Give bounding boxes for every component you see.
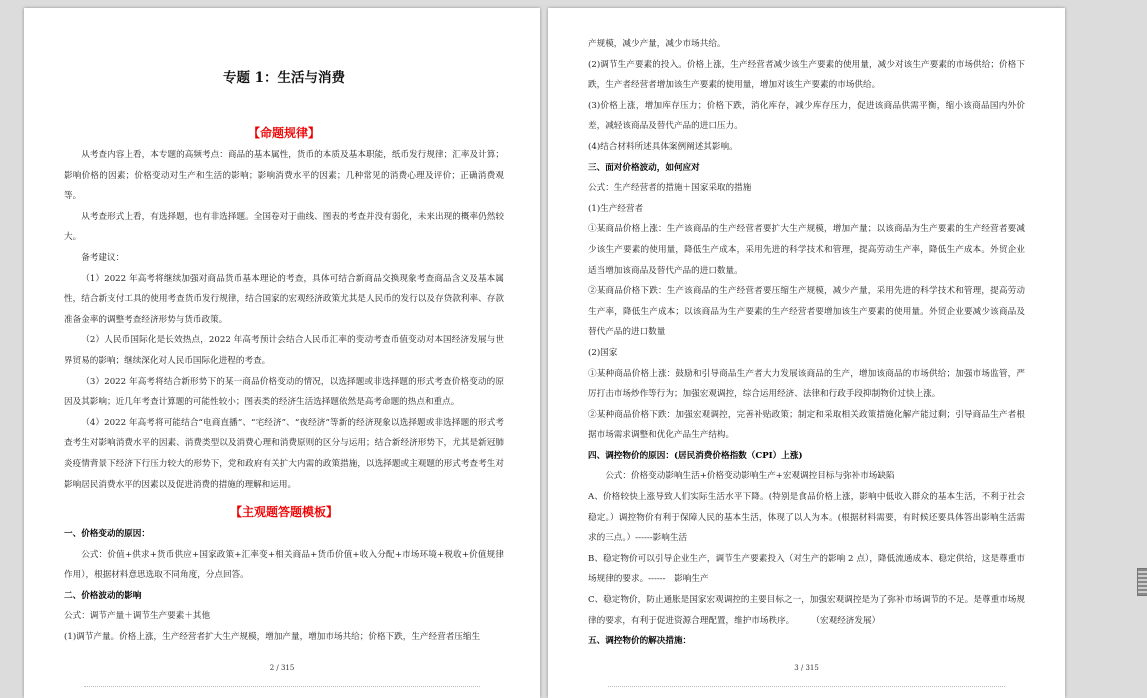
paragraph: 产规模，减少产量，减少市场共给。 [588, 39, 726, 49]
paragraph: ①某商品价格上涨：生产该商品的生产经营者要扩大生产规模，增加产量；以该商品为生产要素的生产经营者要减少该生产要素的使用量，降低生产成本，采用先进的科学技术和管理，提高劳动生产率，降低生产成本。外贸企业适当增加该商品及替代产品的进口数量。 [588, 224, 1025, 276]
paragraph: (3)价格上涨，增加库存压力；价格下跌，消化库存，减少库存压力，促进该商品供需平衡，缩小该商品国内外价差，减轻该商品及替代产品的进口压力。 [588, 100, 1025, 132]
paragraph: ①某种商品价格上涨：鼓励和引导商品生产者大力发展该商品的生产，增加该商品的市场供给；加强市场监管，严厉打击市场炒作等行为；加强宏观调控，综合运用经济、法律和行政手段抑制物价过快上涨。 [588, 368, 1025, 400]
paragraph: (2)调节生产要素的投入。价格上涨，生产经营者减少该生产要素的使用量，减少对该生产要素的市场供给；价格下跌，生产者经营者增加该生产要素的使用量，增加对该生产要素的市场供给。 [588, 59, 1025, 91]
subheading: 五、调控物价的解决措施： [588, 636, 692, 647]
section-heading-template: 【主观题答题模板】 [229, 505, 338, 520]
subheading: 二、价格波动的影响 [64, 590, 142, 601]
paragraph: (2)国家 [588, 347, 618, 358]
paragraph: 从考查形式上看，有选择题，也有非选择题。全国卷对于曲线、图表的考查并没有弱化，未来出现的概率仍然较大。 [64, 211, 504, 243]
subheading: 四、调控物价的原因：(居民消费价格指数（CPI）上涨) [588, 450, 803, 461]
scrollbar-grip[interactable] [1137, 568, 1147, 596]
paragraph: B、稳定物价可以引导企业生产，调节生产要素投入（对生产的影响 2 点），降低流通成本、稳定供给，这是尊重市场规律的要求。------ 影响生产 [588, 553, 1025, 585]
paragraph: （2）人民币国际化是长效热点，2022 年高考预计会结合人民币汇率的变动考查币值变动对本国经济发展与世界贸易的影响；继续深化对人民币国际化进程的考查。 [64, 335, 504, 366]
paragraph: （1）2022 年高考将继续加强对商品货币基本理论的考查，具体可结合新商品交换现象考查商品含义及基本属性，结合新支付工具的使用考查货币发行规律，结合国家的宏观经济政策尤其是人民币的发行以及存贷款利率、存款准备金率的调整考查经济形势与货币政策。 [64, 273, 504, 325]
section-heading-rules: 【命题规律】 [247, 126, 320, 140]
footer-rule [84, 686, 480, 691]
paragraph: ②某种商品价格下跌：加强宏观调控，完善补贴政策；制定和采取相关政策措施化解产能过剩；引导商品生产者根据市场需求调整和优化产品生产结构。 [588, 409, 1025, 441]
subheading: 一、价格变动的原因： [64, 529, 150, 540]
paragraph: ②某商品价格下跌：生产该商品的生产经营者要压缩生产规模，减少产量，采用先进的科学技术和管理，提高劳动生产率，降低生产成本；以该商品为生产要素的生产经营者要增加该生产要素的使用量。外贸企业要减少该商品及替代产品的进口数量 [588, 286, 1025, 338]
paragraph: 从考查内容上看，本专题的高频考点：商品的基本属性，货币的本质及基本职能，纸币发行规律；汇率及计算；影响价格的因素；价格变动对生产和生活的影响；影响消费水平的因素；几种常见的消费心理及评价；正确消费观等。 [64, 150, 504, 202]
paragraph: 公式：价格变动影响生活+价格变动影响生产+宏观调控目标与弥补市场缺陷 [605, 471, 895, 482]
paragraph: 公式：生产经营者的措施＋国家采取的措施 [588, 183, 752, 194]
subheading: 三、面对价格波动，如何应对 [588, 162, 700, 173]
page-content [64, 8, 504, 648]
page-number: 3 / 315 [794, 664, 819, 672]
paragraph: (4)结合材料所述具体案例阐述其影响。 [588, 141, 738, 152]
paragraph: C、稳定物价，防止通胀是国家宏观调控的主要目标之一，加强宏观调控是为了弥补市场调节的不足。是尊重市场规律的要求，有利于促进资源合理配置，维护市场秩序。 （宏观经济发展） [588, 595, 1025, 626]
paragraph: A、价格较快上涨导致人们实际生活水平下降。(特别是食品价格上涨，影响中低收入群众的基本生活，不利于社会稳定。）调控物价有利于保障人民的基本生活，体现了以人为本。(根据材料需要，有时候还要具体答出影响生活需求的三点。）------影响生活 [588, 492, 1025, 544]
paragraph: 备考建议： [81, 252, 125, 263]
paragraph: 公式：价值+供求+货币供应+国家政策+汇率变+相关商品+货币价值+收入分配+市场环境+税收+价值规律作用），根据材料意思选取不同角度，分点回答。 [64, 549, 504, 581]
page-number: 2 / 315 [269, 664, 295, 672]
document-page-3 [548, 8, 1065, 698]
paragraph: （3）2022 年高考将结合新形势下的某一商品价格变动的情况，以选择题或非选择题的形式考查价格变动的原因及其影响；近几年考查计算题的可能性较小；图表类的经济生活选择题依然是高考命题的热点和重点。 [64, 376, 504, 408]
page-title: 专题 1：生活与消费 [222, 70, 346, 86]
document-page-2 [24, 8, 540, 698]
footer-rule [608, 686, 1005, 691]
paragraph: (1)生产经营者 [588, 203, 644, 214]
page-content [588, 34, 1025, 652]
paragraph: 公式：调节产量＋调节生产要素＋其他 [64, 611, 211, 622]
paragraph: (1)调节产量。价格上涨，生产经营者扩大生产规模，增加产量，增加市场共给；价格下跌，生产经营者压缩生 [64, 632, 481, 643]
paragraph: （4）2022 年高考将可能结合“电商直播”、“宅经济”、“夜经济”等新的经济现象以选择题或非选择题的形式考查考生对影响消费水平的因素、消费类型以及消费心理和消费原则的区分与运用；结合新经济形势下，尤其是新冠肺炎疫情背景下经济下行压力较大的形势下，党和政府有关扩大内需的政策措施，以选择题或主观题的形式考查考生对影响居民消费水平的因素以及促进消费的措施的理解和运用。 [64, 417, 504, 490]
